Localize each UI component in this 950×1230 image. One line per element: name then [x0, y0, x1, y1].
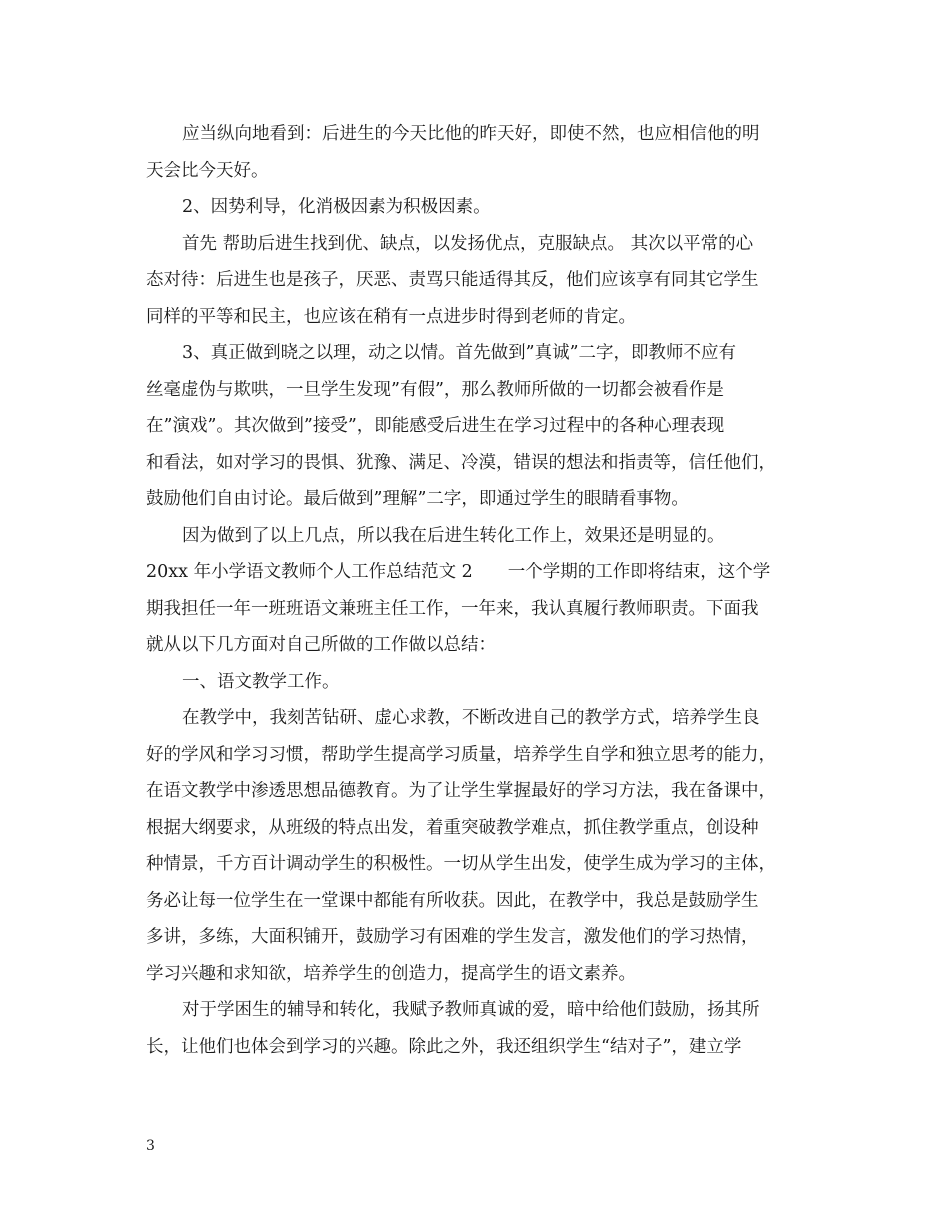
- text-line: 在”演戏”。其次做到”接受”，即能感受后进生在学习过程中的各种心理表现: [146, 416, 725, 436]
- section-heading: 一、语文教学工作。: [182, 671, 340, 692]
- document-body: [146, 116, 806, 1065]
- text-line: 鼓励他们自由讨论。最后做到”理解”二字，即通过学生的眼睛看事物。: [146, 489, 689, 509]
- text-line: 根据大纲要求，从班级的特点出发，着重突破教学难点，抓住教学重点，创设种: [146, 817, 759, 838]
- text-line: 因为做到了以上几点，所以我在后进生转化工作上，效果还是明显的。: [182, 525, 725, 546]
- text-line: 应当纵向地看到：后进生的今天比他的昨天好，即使不然，也应相信他的明: [182, 124, 760, 144]
- text-line: 在语文教学中渗透思想品德教育。为了让学生掌握最好的学习方法，我在备课中，: [146, 781, 776, 801]
- text-line: 就从以下几方面对自己所做的工作做以总结：: [146, 635, 496, 655]
- text-line: 和看法，如对学习的畏惧、犹豫、满足、冷漠，错误的想法和指责等，信任他们，: [146, 452, 776, 473]
- text-line: 3、真正做到晓之以理，动之以情。首先做到”真诚”二字，即教师不应有: [182, 343, 737, 363]
- text-line: 在教学中，我刻苦钻研、虚心求教，不断改进自己的教学方式，培养学生良: [182, 708, 760, 728]
- text-line: 期我担任一年一班班语文兼班主任工作，一年来，我认真履行教师职责。下面我: [146, 598, 759, 619]
- text-line: 同样的平等和民主，也应该在稍有一点进步时得到老师的肯定。: [146, 306, 636, 327]
- text-line: 学习兴趣和求知欲，培养学生的创造力，提高学生的语文素养。: [146, 963, 636, 984]
- page-number: 3: [146, 1138, 155, 1154]
- text-line: 2、因势利导，化消极因素为积极因素。: [182, 197, 491, 217]
- text-line: 长，让他们也体会到学习的兴趣。除此之外，我还组织学生“结对子”，建立学: [146, 1036, 742, 1057]
- text-line: 好的学风和学习习惯，帮助学生提高学习质量，培养学生自学和独立思考的能力，: [146, 744, 776, 765]
- text-line: 多讲，多练，大面积铺开，鼓励学习有困难的学生发言，激发他们的学习热情，: [146, 927, 759, 947]
- text-line: 首先 帮助后进生找到优、缺点，以发扬优点，克服缺点。 其次以平常的心: [182, 233, 754, 254]
- text-line: 天会比今天好。: [146, 160, 269, 181]
- text-line: 务必让每一位学生在一堂课中都能有所收获。因此，在教学中，我总是鼓励学生: [146, 890, 759, 911]
- text-line: 种情景，千方百计调动学生的积极性。一切从学生出发，使学生成为学习的主体，: [146, 854, 776, 874]
- text-line: 对于学困生的辅导和转化，我赋予教师真诚的爱，暗中给他们鼓励，扬其所: [182, 1000, 760, 1020]
- text-line: 20xx 年小学语文教师个人工作总结范文 2 一个学期的工作即将结束，这个学: [146, 562, 771, 582]
- text-line: 态对待：后进生也是孩子，厌恶、责骂只能适得其反，他们应该享有同其它学生: [146, 270, 759, 290]
- text-line: 丝毫虚伪与欺哄，一旦学生发现”有假”，那么教师所做的一切都会被看作是: [146, 379, 724, 400]
